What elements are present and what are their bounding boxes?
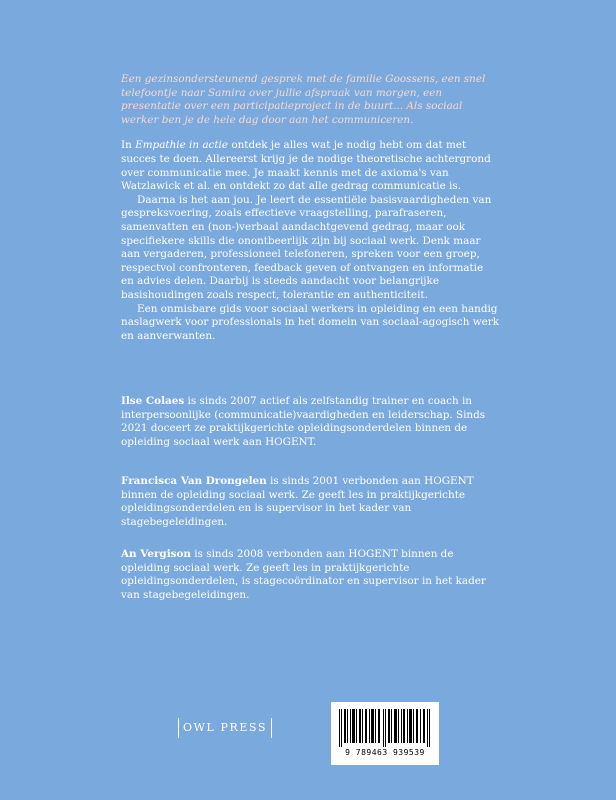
author-bio-1: [121, 395, 499, 449]
author-bio-text: is sinds 2007 actief als zelfstandig trainer en coach in interpersoonlijke (communicatie)vaardigheden en leiderschap. Sinds 2021 doceert ze praktijkgerichte opleidingsonderdelen binnen de opleiding sociaal werk aan HOGENT.: [121, 395, 486, 448]
barcode-icon: [339, 709, 431, 747]
body-paragraph-1: [121, 139, 499, 193]
author-name: An Vergison: [121, 548, 191, 560]
lead-paragraph: Een gezinsondersteunend gesprek met de familie Goossens, een snel telefoontje naar Samira over jullie afspraak van morgen, een presentatie over een participatieproject in de buurt... Als sociaal werker ben je de hele dag door aan het communiceren.: [121, 73, 486, 126]
author-bio-text: is sinds 2008 verbonden aan HOGENT binnen de opleiding sociaal werk. Ze geeft les in praktijkgerichte opleidingsonderdelen, is stagecoördinator en supervisor in het kader van stagebegeleidingen.: [121, 548, 486, 601]
author-name: Ilse Colaes: [121, 395, 185, 407]
publisher-logo: OWL PRESS: [178, 718, 272, 738]
author-bio-text: is sinds 2001 verbonden aan HOGENT binnen de opleiding sociaal werk. Ze geeft les in praktijkgerichte opleidingsonderdelen en is supervisor in het kader van stagebegeleidingen.: [121, 475, 474, 528]
body-paragraph-2: Daarna is het aan jou. Je leert de essentiële basisvaardigheden van gespreksvoering, zoals effectieve vraagstelling, parafraseren, samenvatten en (non-)verbaal aandachtgevend gedrag, maar ook specifiekere skills die onontbeerlijk zijn bij sociaal werk. Denk maar aan vergaderen, professioneel telefoneren, spreken voor een groep, respectvol confronteren, feedback geven of ontvangen en informatie en advies delen. Daarbij is steeds aandacht voor belangrijke basishoudingen zoals respect, tolerantie en authenticiteit.: [121, 193, 492, 301]
barcode: [331, 702, 439, 765]
isbn-number: 9 789463 939539: [345, 748, 425, 757]
body-paragraph-3: Een onmisbare gids voor sociaal werkers in opleiding en een handig naslagwerk voor professionals in het domein van sociaal-agogisch werk en aanverwanten.: [121, 302, 500, 342]
p1-post: ontdek je alles wat je nodig hebt om dat met succes te doen. Allereerst krijg je de nodige theoretische achtergrond over communicatie mee. Je maakt kennis met de axioma's van Watzlawick et al. en ontdekt zo dat alle gedrag communicatie is.: [121, 139, 491, 193]
author-bio-3: [121, 548, 499, 602]
author-name: Francisca Van Drongelen: [121, 475, 267, 487]
p1-pre: In: [121, 139, 136, 152]
author-bio-2: [121, 475, 499, 529]
blurb: [121, 73, 499, 343]
book-title: Empathie in actie: [135, 139, 229, 152]
